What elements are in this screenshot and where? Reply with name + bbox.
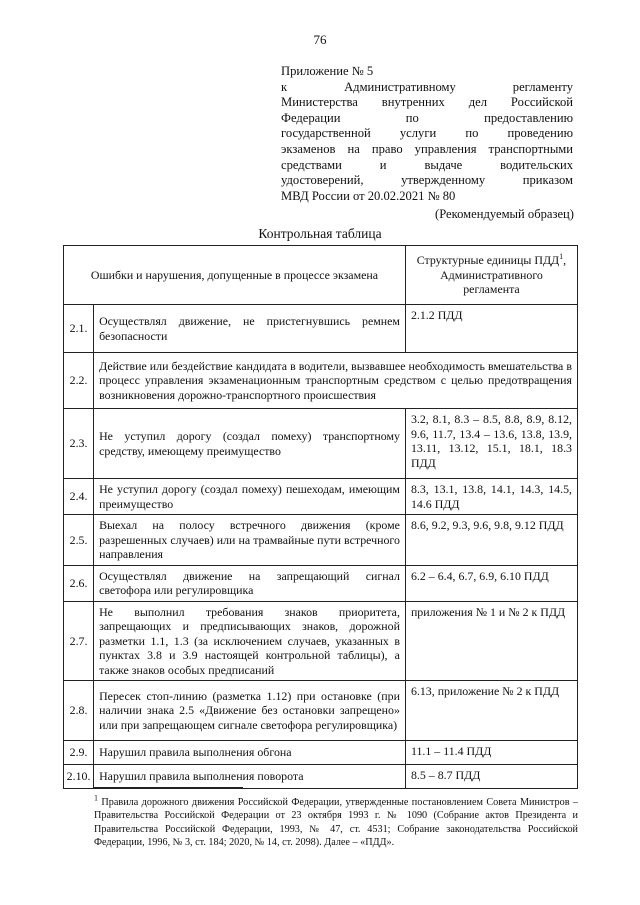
row-number: 2.2. [64, 353, 94, 409]
row-number: 2.8. [64, 681, 94, 741]
row-reference: 2.1.2 ПДД [405, 305, 577, 353]
row-error-text: Нарушил правила выполнения поворота [94, 765, 406, 789]
header-units [405, 246, 577, 305]
row-error-text: Не уступил дорогу (создал помеху) транспортному средству, имеющему преимущество [94, 409, 406, 479]
row-number: 2.4. [64, 479, 94, 515]
table-header-row [64, 246, 578, 305]
table-row [64, 601, 578, 681]
footnote-ref: 1 [559, 252, 564, 262]
row-error-text: Пересек стоп-линию (разметка 1.12) при остановке (при наличии знака 2.5 «Движение без остановки запрещено» или при запрещающем сигнале светофора регулировщика) [94, 681, 406, 741]
row-error-text: Действие или бездействие кандидата в водители, вызвавшее необходимость вмешательства в процесс управления экзаменационным транспортным средством с целью предотвращения возникновения дорожно-транспортного происшествия [94, 353, 578, 409]
appendix-line: средствами и выдаче водительских [281, 157, 573, 172]
footnote-text: Правила дорожного движения Российской Федерации, утвержденные постановлением Совета Министров – Правительства Российской Федерации от 23 октября 1993 г. № 1090 (Собрание актов Президента и Правительства Российской Федерации, 1993, № 47, ст. 4531; Собрание законодательства Российской Федерации, 1996, № 3, ст. 184; 2020, № 14, ст. 2098). Далее – «ПДД». [94, 797, 579, 849]
row-number: 2.10. [64, 765, 94, 789]
row-error-text: Осуществлял движение, не пристегнувшись ремнем безопасности [94, 305, 406, 353]
row-number: 2.7. [64, 601, 94, 681]
appendix-line: государственной услуги по проведению [281, 126, 573, 141]
appendix-line: Федерации по предоставлению [281, 110, 573, 125]
footnote [94, 793, 579, 850]
appendix-line: Приложение № 5 [281, 64, 374, 78]
table-title: Контрольная таблица [258, 226, 382, 241]
row-reference: 3.2, 8.1, 8.3 – 8.5, 8.8, 8.9, 8.12, 9.6, 11.7, 13.4 – 13.6, 13.8, 13.9, 13.11, 13.12, 15.1, 18.1, 18.3 ПДД [405, 409, 577, 479]
appendix-line: экзаменов на право управления транспортными [281, 141, 573, 156]
header-errors: Ошибки и нарушения, допущенные в процессе экзамена [64, 246, 406, 305]
appendix-line: удостоверений, утвержденному приказом [281, 173, 573, 188]
row-number: 2.6. [64, 565, 94, 601]
row-reference: приложения № 1 и № 2 к ПДД [405, 601, 577, 681]
row-error-text: Не выполнил требования знаков приоритета, запрещающих и предписывающих знаков, дорожной разметки 1.1, 1.3 (за исключением случаев, указанных в пунктах 3.8 и 3.9 настоящей контрольной таблицы), а также знаков особых предписаний [94, 601, 406, 681]
appendix-line: МВД России от 20.02.2021 № 80 [281, 188, 456, 203]
page-number: 76 [313, 32, 327, 47]
row-error-text: Нарушил правила выполнения обгона [94, 741, 406, 765]
row-reference: 11.1 – 11.4 ПДД [405, 741, 577, 765]
row-number: 2.9. [64, 741, 94, 765]
row-reference: 6.13, приложение № 2 к ПДД [405, 681, 577, 741]
table-row [64, 515, 578, 566]
row-reference: 8.3, 13.1, 13.8, 14.1, 14.3, 14.5, 14.6 ПДД [405, 479, 577, 515]
control-table [63, 245, 578, 789]
appendix-line: Министерства внутренних дел Российской [281, 95, 573, 110]
row-number: 2.3. [64, 409, 94, 479]
row-error-text: Осуществлял движение на запрещающий сигнал светофора или регулировщика [94, 565, 406, 601]
appendix-header [281, 64, 573, 204]
row-number: 2.5. [64, 515, 94, 566]
table-row [64, 681, 578, 741]
row-number: 2.1. [64, 305, 94, 353]
row-error-text: Выехал на полосу встречного движения (кроме разрешенных случаев) или на трамвайные пути встречного направления [94, 515, 406, 566]
row-error-text: Не уступил дорогу (создал помеху) пешеходам, имеющим преимущество [94, 479, 406, 515]
footnote-mark: 1 [94, 793, 98, 803]
footnote-divider [93, 787, 243, 788]
table-row [64, 409, 578, 479]
sample-note: (Рекомендуемый образец) [435, 207, 574, 221]
row-reference: 8.6, 9.2, 9.3, 9.6, 9.8, 9.12 ПДД [405, 515, 577, 566]
table-row [64, 353, 578, 409]
table-row [64, 565, 578, 601]
row-reference: 6.2 – 6.4, 6.7, 6.9, 6.10 ПДД [405, 565, 577, 601]
appendix-line: к Административному регламенту [281, 79, 573, 94]
table-row [64, 305, 578, 353]
header-units-text-2: , Административного регламента [440, 253, 567, 297]
row-reference: 8.5 – 8.7 ПДД [405, 765, 577, 789]
table-row [64, 741, 578, 765]
header-units-text: Структурные единицы ПДД [416, 253, 560, 268]
table-row [64, 765, 578, 789]
table-row [64, 479, 578, 515]
